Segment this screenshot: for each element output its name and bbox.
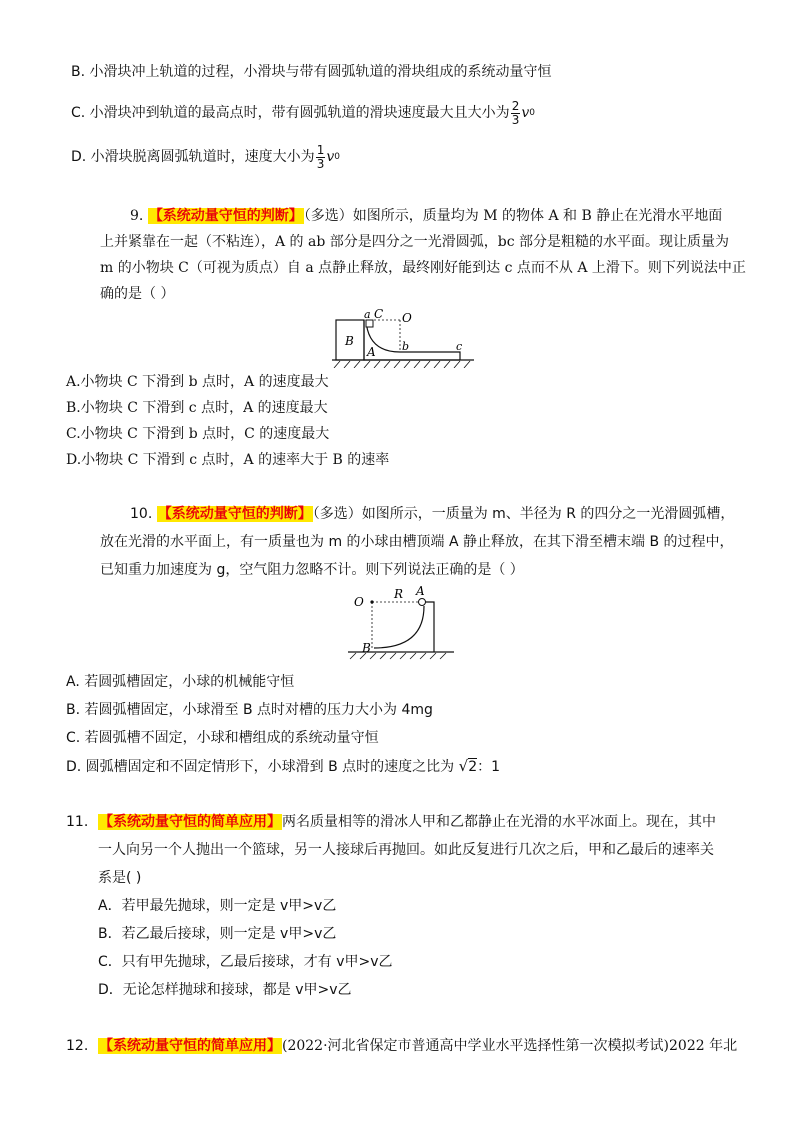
block-c <box>366 320 373 327</box>
q8-option-c-text: C. 小滑块冲到轨道的最高点时，带有圆弧轨道的滑块速度最大且大小为 <box>71 105 510 121</box>
q11-option-a: A．若甲最先抛球，则一定是 v甲>v乙 <box>98 898 337 914</box>
label-a: A <box>416 586 425 598</box>
label-o: O <box>402 311 412 325</box>
q12-stem-line-1 <box>66 1036 737 1056</box>
q11-option-b: B．若乙最后接球，则一定是 v甲>v乙 <box>98 926 337 942</box>
q8-option-d-text: D. 小滑块脱离圆弧轨道时，速度大小为 <box>71 149 315 165</box>
q9-stem-line-3: m 的小物块 C（可视为质点）自 a 点静止释放，最终刚好能到达 c 点而不从 A 上滑下。则下列说法中正 <box>100 260 746 276</box>
q9-option-b: B.小物块 C 下滑到 c 点时，A 的速度最大 <box>66 400 328 416</box>
option-text: D. 圆弧槽固定和不固定情形下，小球滑到 B 点时的速度之比为 <box>66 759 455 775</box>
q9-option-d: D.小物块 C 下滑到 c 点时，A 的速率大于 B 的速率 <box>66 452 390 468</box>
q10-stem-line-3: 已知重力加速度为 g，空气阻力忽略不计。则下列说法正确的是（ ） <box>100 562 524 578</box>
q10-stem-line-1 <box>130 504 734 524</box>
label-a-point: a <box>364 308 371 321</box>
q10-option-b: B. 若圆弧槽固定，小球滑至 B 点时对槽的压力大小为 4mg <box>66 702 433 718</box>
velocity-symbol: v <box>326 149 335 165</box>
question-number: 11. <box>66 814 89 830</box>
stem-text: (2022·河北省保定市普通高中学业水平选择性第一次模拟考试)2022 年北 <box>282 1038 738 1054</box>
arc-track <box>366 320 463 360</box>
sqrt-radicand: 2 <box>468 759 478 775</box>
q8-option-c <box>71 98 535 128</box>
q9-option-a: A.小物块 C 下滑到 b 点时，A 的速度最大 <box>66 374 329 390</box>
label-c-block: C <box>374 307 384 321</box>
question-number: 12. <box>66 1038 89 1054</box>
velocity-subscript: 0 <box>529 108 535 118</box>
label-r: R <box>394 587 404 601</box>
q11-stem-line-2: 一人向另一个人抛出一个篮球，另一人接球后再抛回。如此反复进行几次之后，甲和乙最后的速率关 <box>98 842 714 858</box>
q8-option-c-fraction <box>511 100 521 127</box>
fraction-denominator: 3 <box>316 156 325 171</box>
ratio-tail: ：1 <box>477 759 501 775</box>
q9-option-c: C.小物块 C 下滑到 b 点时，C 的速度最大 <box>66 426 330 442</box>
q8-option-d-fraction <box>316 144 326 171</box>
topic-tag: 【系统动量守恒的简单应用】 <box>99 814 281 830</box>
label-a-block: A <box>367 345 376 359</box>
q9-stem-line-1 <box>130 206 722 226</box>
label-b: B <box>345 334 354 348</box>
ground-hatching <box>334 361 470 368</box>
q10-stem-line-2: 放在光滑的水平面上，有一质量也为 m 的小球由槽顶端 A 静止释放，在其下滑至槽末端 B 的过程中， <box>100 534 734 550</box>
q10-option-c: C. 若圆弧槽不固定，小球和槽组成的系统动量守恒 <box>66 730 379 746</box>
q8-option-b: B. 小滑块冲上轨道的过程，小滑块与带有圆弧轨道的滑块组成的系统动量守恒 <box>71 64 552 80</box>
topic-tag: 【系统动量守恒的简单应用】 <box>99 1038 281 1054</box>
topic-tag: 【系统动量守恒的判断】 <box>157 506 312 522</box>
label-b: B <box>362 641 371 655</box>
q9-stem-line-4: 确的是（ ） <box>100 286 175 302</box>
q11-stem-line-1 <box>66 812 716 832</box>
label-c-point: c <box>456 340 463 353</box>
fraction-denominator: 3 <box>511 112 520 127</box>
q10-option-a: A. 若圆弧槽固定，小球的机械能守恒 <box>66 674 295 690</box>
q9-stem-line-2: 上并紧靠在一起（不粘连），A 的 ab 部分是四分之一光滑圆弧，bc 部分是粗糙的水平面。现让质量为 <box>100 234 730 250</box>
fraction-numerator: 1 <box>316 142 325 157</box>
topic-tag: 【系统动量守恒的判断】 <box>148 208 303 224</box>
groove-body <box>424 602 434 652</box>
q9-figure <box>330 306 480 368</box>
q10-option-d <box>66 756 500 777</box>
fraction-numerator: 2 <box>511 98 520 113</box>
label-o: O <box>354 595 364 609</box>
velocity-subscript: 0 <box>334 152 340 162</box>
q10-figure <box>348 586 458 660</box>
stem-text: （多选）如图所示，质量均为 M 的物体 A 和 B 静止在光滑水平地面 <box>303 208 723 224</box>
q11-option-d: D．无论怎样抛球和接球，都是 v甲>v乙 <box>98 982 352 998</box>
sqrt-symbol: √ <box>458 757 469 775</box>
ball <box>419 599 426 606</box>
stem-text: （多选）如图所示，一质量为 m、半径为 R 的四分之一光滑圆弧槽， <box>312 506 735 522</box>
q8-option-d <box>71 142 340 172</box>
question-number: 9. <box>130 208 144 224</box>
q11-stem-line-3: 系是( ) <box>98 870 142 886</box>
velocity-symbol: v <box>521 105 530 121</box>
question-number: 10. <box>130 506 153 522</box>
q11-option-c: C．只有甲先抛球，乙最后接球，才有 v甲>v乙 <box>98 954 393 970</box>
block-a-outline <box>364 320 463 360</box>
label-b-point: b <box>402 340 410 353</box>
stem-text: 两名质量相等的滑冰人甲和乙都静止在光滑的水平冰面上。现在，其中 <box>282 814 716 830</box>
arc-groove <box>374 606 424 648</box>
